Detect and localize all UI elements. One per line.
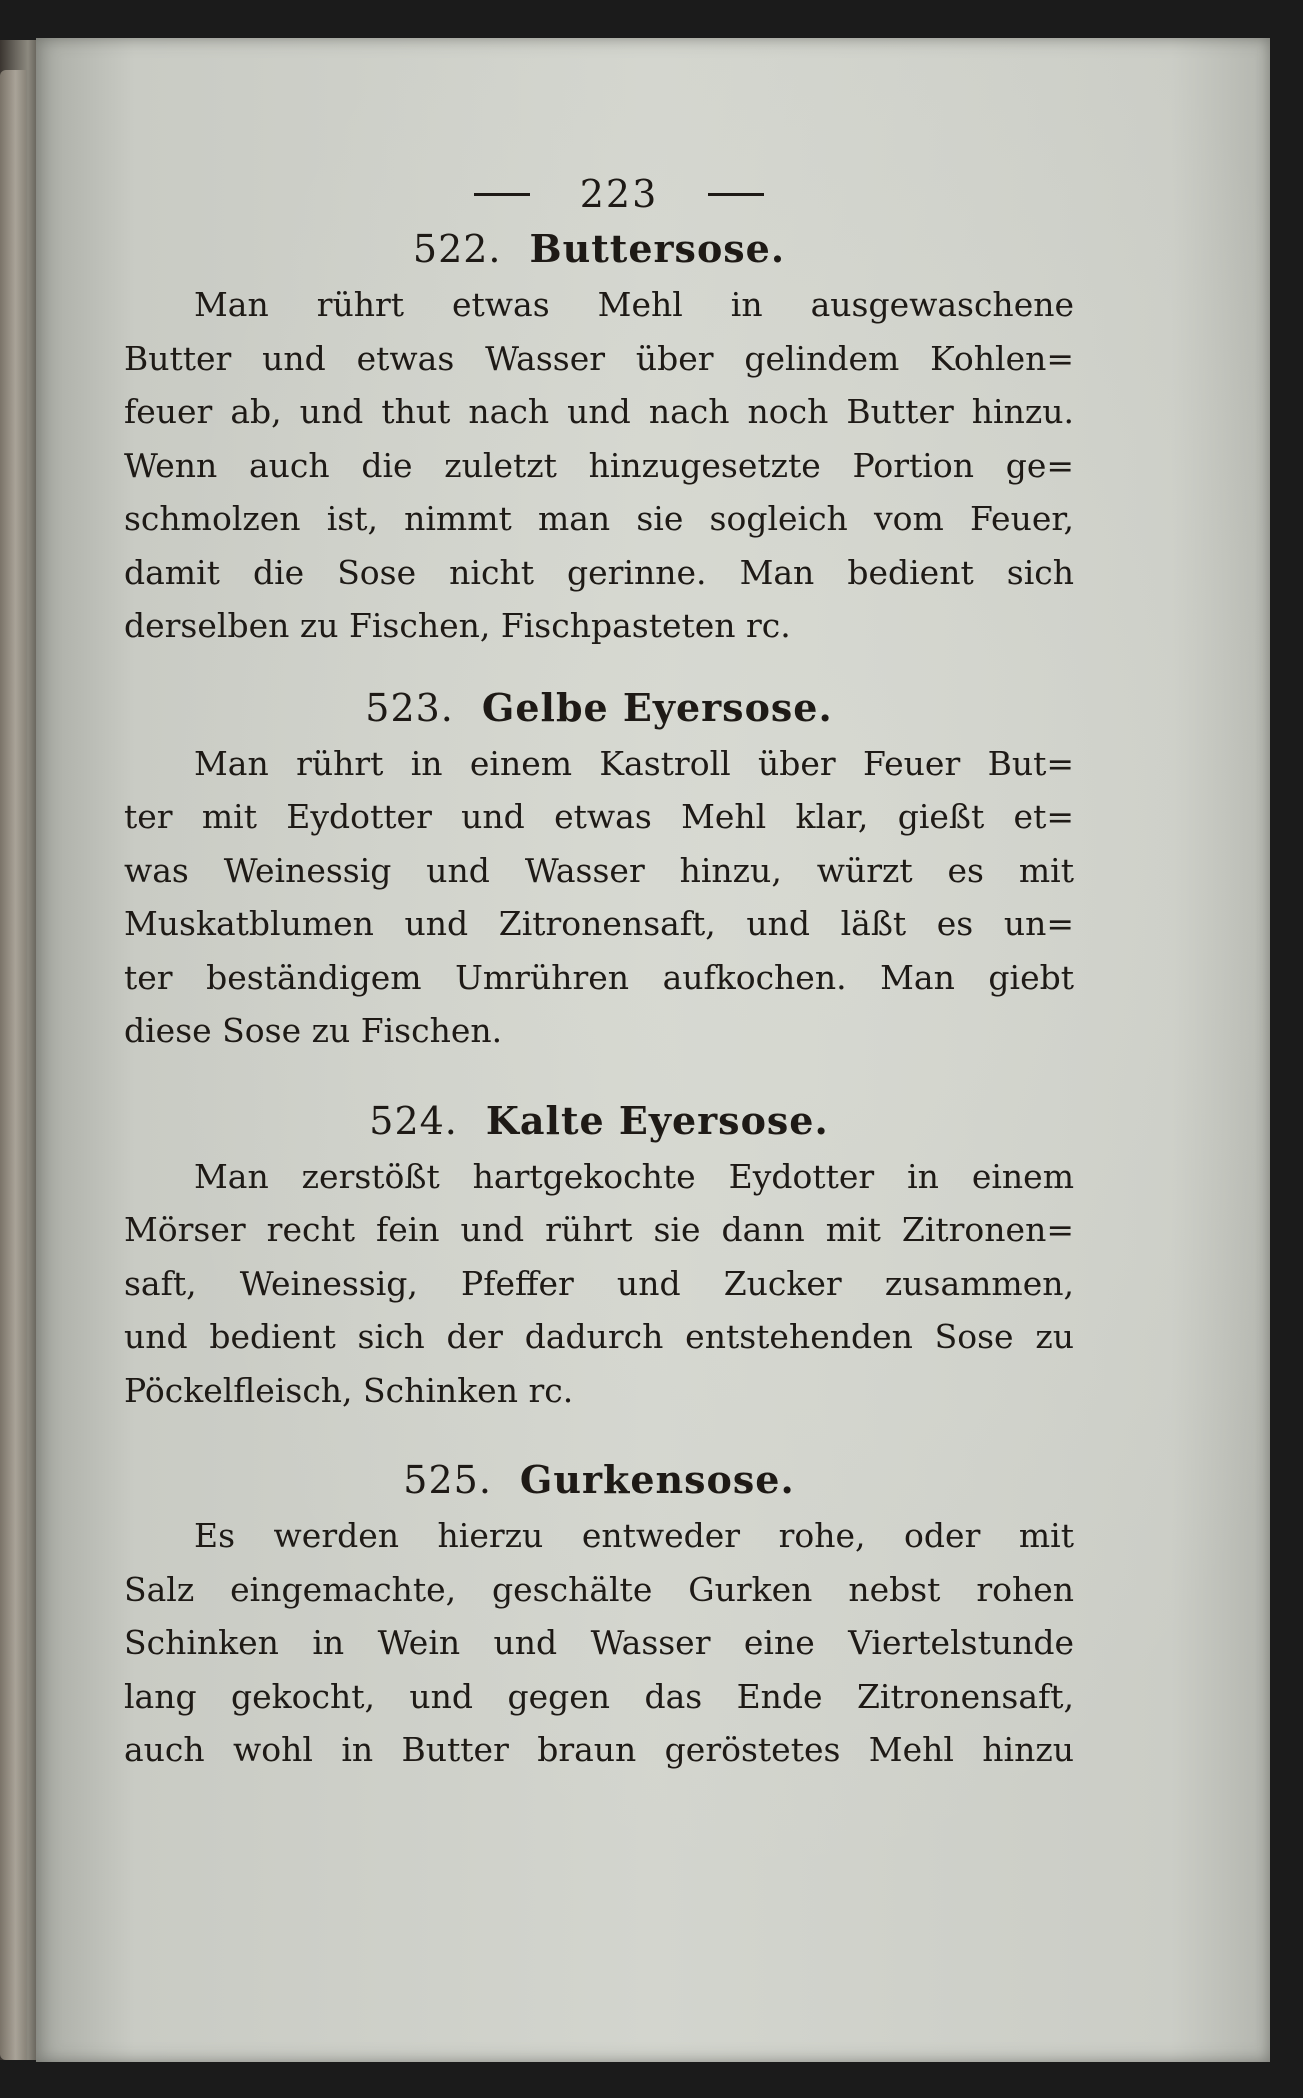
text-line: Pöckelfleisch, Schinken rc. <box>124 1370 574 1410</box>
page-text <box>124 168 1074 1777</box>
recipe-title: Gurkensose. <box>519 1457 795 1502</box>
text-line: ter mit Eydotter und etwas Mehl klar, gießt et= <box>124 797 1074 836</box>
text-line: ter beständigem Umrühren aufkochen. Man giebt <box>124 957 1074 997</box>
text-line: lang gekocht, und gegen das Ende Zitronensaft, <box>124 1676 1074 1716</box>
recipe-heading <box>124 1092 1074 1150</box>
text-line: Man zerstößt hartgekochte Eydotter in einem <box>194 1156 1074 1196</box>
text-line: auch wohl in Butter braun geröstetes Mehl hinzu <box>124 1730 1074 1769</box>
text-line: saft, Weinessig, Pfeffer und Zucker zusammen, <box>124 1263 1074 1303</box>
text-line: was Weinessig und Wasser hinzu, würzt es mit <box>124 850 1074 890</box>
recipe-text <box>124 1150 1074 1418</box>
recipe-entry <box>124 679 1074 1058</box>
text-line: Salz eingemachte, geschälte Gurken nebst rohen <box>124 1569 1074 1609</box>
recipe-text <box>124 737 1074 1058</box>
recipe-number: 524. <box>369 1098 458 1143</box>
text-line: derselben zu Fischen, Fischpasteten rc. <box>124 606 791 645</box>
recipe-entry <box>124 1451 1074 1777</box>
recipe-title: Gelbe Eyersose. <box>481 684 833 730</box>
text-line: und bedient sich der dadurch entstehenden Sose zu <box>124 1317 1074 1356</box>
recipe-number: 523. <box>365 685 454 730</box>
recipe-text <box>124 1509 1074 1777</box>
page-header <box>164 168 1074 220</box>
recipe-title: Buttersose. <box>529 226 786 271</box>
recipe-entry <box>124 220 1074 653</box>
facing-page-edge <box>0 70 26 2060</box>
header-dash-left <box>474 193 530 196</box>
text-line: Mörser recht fein und rührt sie dann mit Zitronen= <box>124 1210 1074 1249</box>
text-line: Schinken in Wein und Wasser eine Viertelstunde <box>124 1623 1074 1662</box>
recipe-entry <box>124 1092 1074 1418</box>
recipe-title: Kalte Eyersose. <box>485 1097 829 1143</box>
text-line: Man rührt in einem Kastroll über Feuer But= <box>194 743 1074 783</box>
recipe-number: 522. <box>412 227 502 271</box>
recipe-number: 525. <box>403 1458 492 1502</box>
recipe-heading <box>124 220 1074 278</box>
text-line: Wenn auch die zuletzt hinzugesetzte Portion ge= <box>124 445 1074 485</box>
text-line: Butter und etwas Wasser über gelindem Kohlen= <box>124 338 1074 378</box>
text-line: damit die Sose nicht gerinne. Man bedient sich <box>124 552 1074 592</box>
text-line: schmolzen ist, nimmt man sie sogleich vom Feuer, <box>124 499 1074 538</box>
text-line: Man rührt etwas Mehl in ausgewaschene <box>194 285 1074 324</box>
text-line: feuer ab, und thut nach und nach noch Butter hinzu. <box>124 392 1074 431</box>
text-line: Muskatblumen und Zitronensaft, und läßt es un= <box>124 904 1074 943</box>
book-page <box>36 38 1270 2062</box>
recipe-text <box>124 278 1074 653</box>
page-number: 223 <box>579 172 659 216</box>
recipe-heading <box>124 679 1074 737</box>
recipe-heading <box>124 1451 1074 1509</box>
text-line: Es werden hierzu entweder rohe, oder mit <box>194 1516 1074 1555</box>
text-line: diese Sose zu Fischen. <box>124 1011 503 1050</box>
header-dash-right <box>708 193 764 196</box>
